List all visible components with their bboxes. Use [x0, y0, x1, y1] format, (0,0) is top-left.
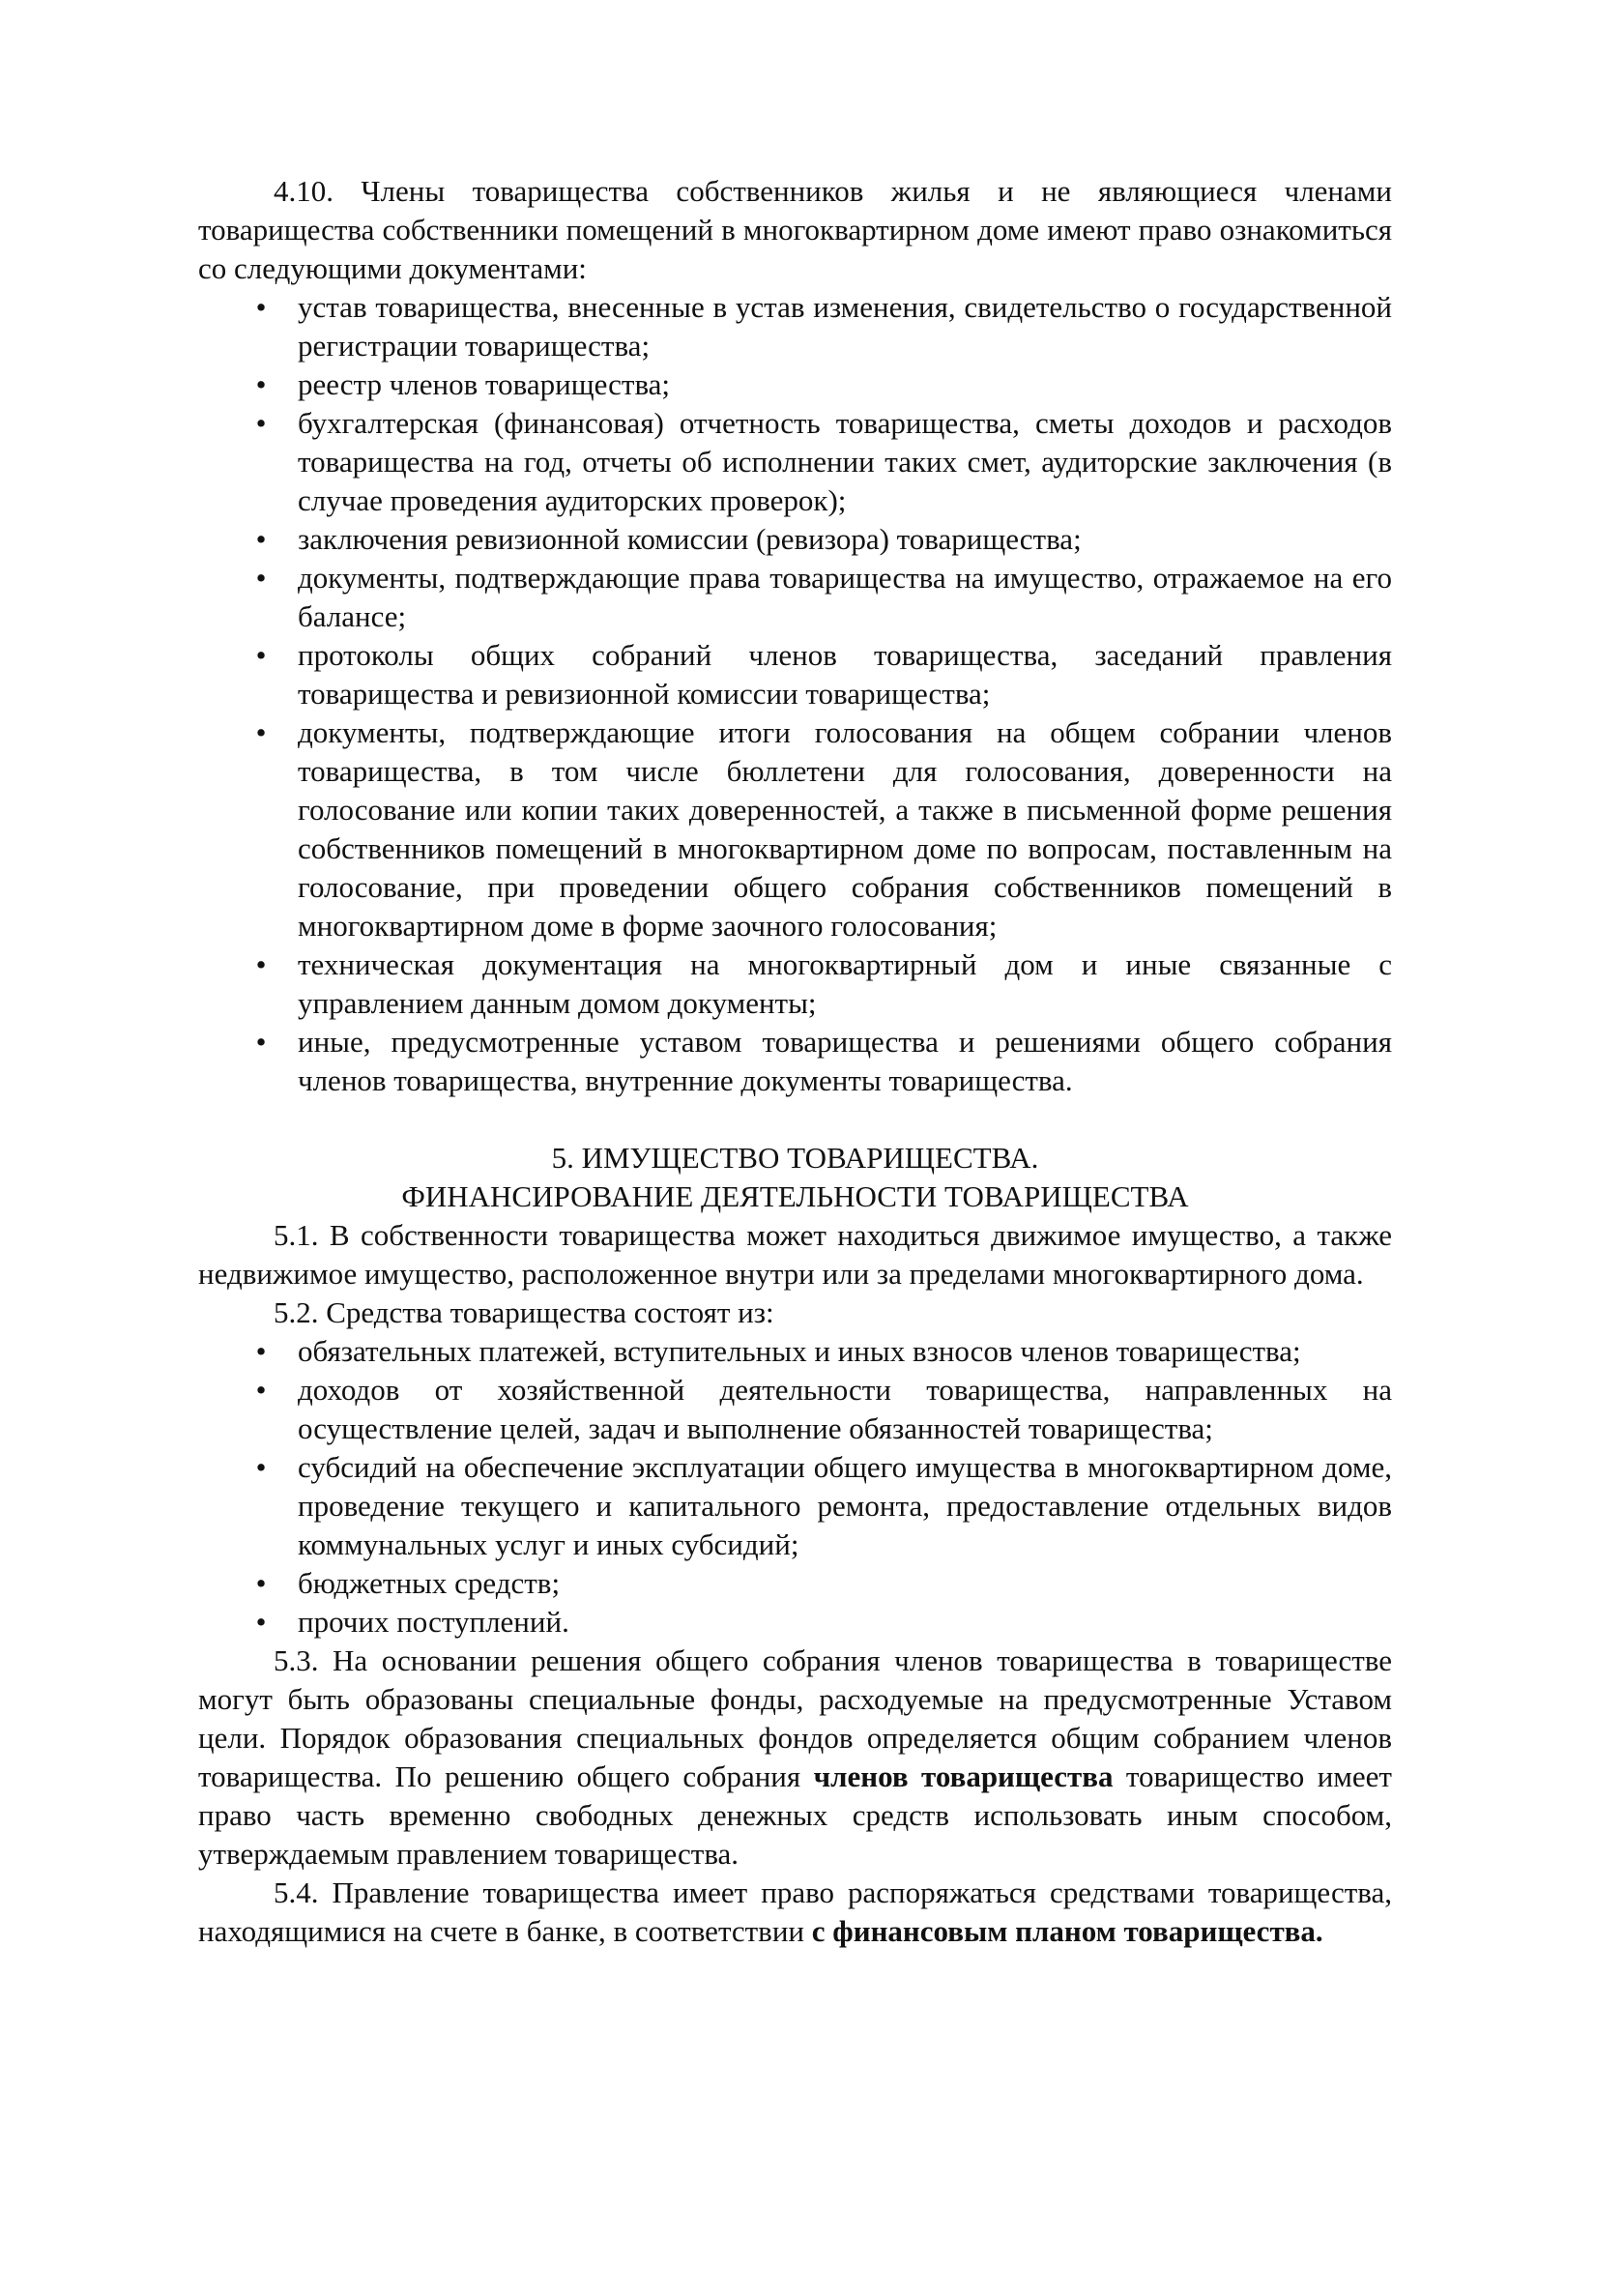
section-5-title-line-1: 5. ИМУЩЕСТВО ТОВАРИЩЕСТВА.: [551, 1141, 1039, 1175]
bullet-icon: •: [255, 522, 267, 556]
bullet-icon: •: [255, 1373, 267, 1407]
bullet-icon: •: [255, 1334, 267, 1368]
list-item: • документы, подтверждающие итоги голосования на общем собрании членов товарищества, в том числе бюллетени для голосования, доверенности на голосование или копии таких доверенностей, а также в письменной форме решения собственников помещений в многоквартирном доме по вопросам, поставленным на голосование, при проведении общего собрания собственников помещений в многоквартирном доме в форме заочного голосования;: [198, 713, 1392, 945]
paragraph-5-4: 5.4. Правление товарищества имеет право распоряжаться средствами товарищества, находящимися на счете в банке, в соответствии с финансовым планом товарищества.: [198, 1875, 1392, 1948]
paragraph-5-3: 5.3. На основании решения общего собрания членов товарищества в товариществе могут быть образованы специальные фонды, расходуемые на предусмотренные Уставом цели. Порядок образования специальных фондов определяется общим собранием членов товарищества. По решению общего собрания членов товарищества товарищество имеет право часть временно свободных денежных средств использовать иным способом, утверждаемым правлением товарищества.: [198, 1643, 1392, 1871]
list-item: • прочих поступлений.: [198, 1603, 1392, 1642]
bullet-icon: •: [255, 1566, 267, 1600]
list-item: • бухгалтерская (финансовая) отчетность товарищества, сметы доходов и расходов товарищества на год, отчеты об исполнении таких смет, аудиторские заключения (в случае проведения аудиторских проверок);: [198, 404, 1392, 520]
bullet-icon: •: [255, 290, 267, 324]
funds-list: [198, 1332, 1392, 1642]
list-item: • заключения ревизионной комиссии (ревизора) товарищества;: [198, 520, 1392, 559]
bullet-icon: •: [255, 715, 267, 749]
list-item: • бюджетных средств;: [198, 1564, 1392, 1603]
bold-financial-plan-phrase: с финансовым планом товарищества.: [811, 1914, 1323, 1948]
section-5-title-line-2: ФИНАНСИРОВАНИЕ ДЕЯТЕЛЬНОСТИ ТОВАРИЩЕСТВА: [401, 1179, 1189, 1213]
bold-members-phrase: членов товарищества: [813, 1759, 1114, 1793]
document-page: [198, 172, 1392, 1951]
paragraph-5-1: 5.1. В собственности товарищества может находиться движимое имущество, а также недвижимое имущество, расположенное внутри или за пределами многоквартирного дома.: [198, 1218, 1392, 1291]
paragraph-4-10: 4.10. Члены товарищества собственников жилья и не являющиеся членами товарищества собственники помещений в многоквартирном доме имеют право ознакомиться со следующими документами:: [198, 174, 1392, 285]
bullet-icon: •: [255, 561, 267, 595]
list-item: • доходов от хозяйственной деятельности товарищества, направленных на осуществление целей, задач и выполнение обязанностей товарищества;: [198, 1371, 1392, 1448]
bullet-icon: •: [255, 638, 267, 672]
bullet-icon: •: [255, 1605, 267, 1639]
list-item: • реестр членов товарищества;: [198, 365, 1392, 404]
bullet-icon: •: [255, 1450, 267, 1484]
bullet-icon: •: [255, 367, 267, 401]
documents-list: [198, 288, 1392, 1100]
bullet-icon: •: [255, 406, 267, 440]
paragraph-5-2: 5.2. Средства товарищества состоят из:: [274, 1295, 774, 1329]
list-item: • субсидий на обеспечение эксплуатации общего имущества в многоквартирном доме, проведение текущего и капитального ремонта, предоставление отдельных видов коммунальных услуг и иных субсидий;: [198, 1448, 1392, 1564]
list-item: • устав товарищества, внесенные в устав изменения, свидетельство о государственной регистрации товарищества;: [198, 288, 1392, 365]
list-item: • техническая документация на многоквартирный дом и иные связанные с управлением данным домом документы;: [198, 945, 1392, 1023]
list-item: • документы, подтверждающие права товарищества на имущество, отражаемое на его балансе;: [198, 559, 1392, 636]
list-item: • обязательных платежей, вступительных и иных взносов членов товарищества;: [198, 1332, 1392, 1371]
list-item: • протоколы общих собраний членов товарищества, заседаний правления товарищества и ревизионной комиссии товарищества;: [198, 636, 1392, 713]
bullet-icon: •: [255, 947, 267, 981]
bullet-icon: •: [255, 1025, 267, 1059]
list-item: • иные, предусмотренные уставом товарищества и решениями общего собрания членов товарищества, внутренние документы товарищества.: [198, 1023, 1392, 1100]
